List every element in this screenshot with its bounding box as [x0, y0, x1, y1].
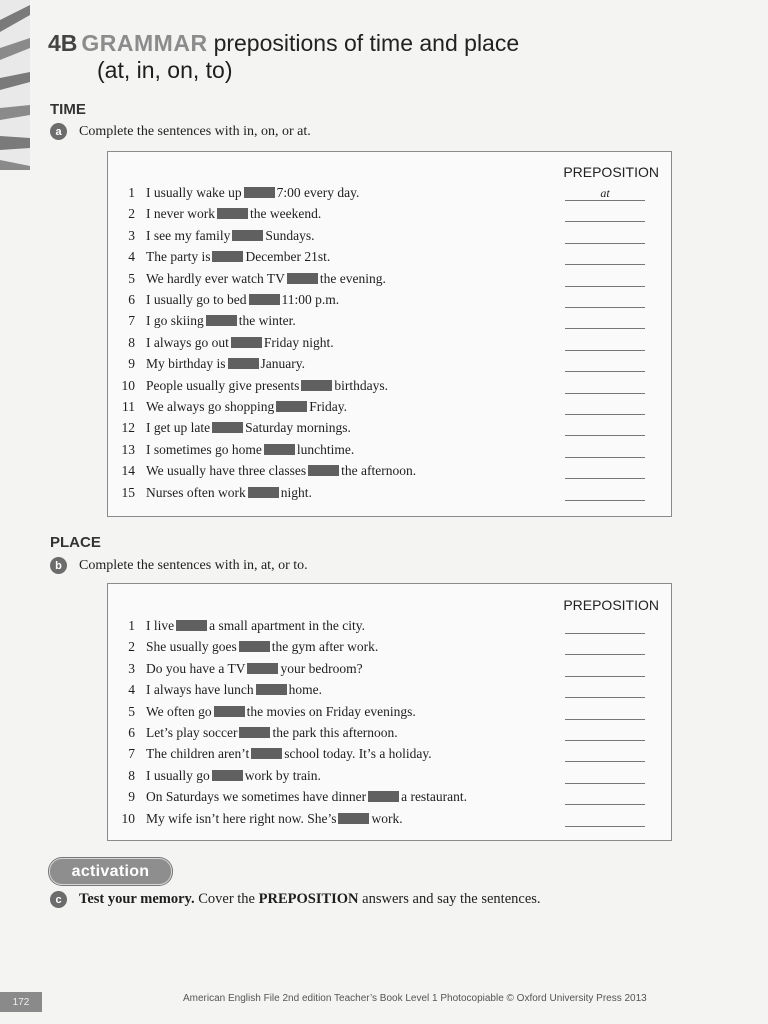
sentence-end: December 21st. — [245, 249, 331, 265]
footer-credit: American English File 2nd edition Teacher’s Book Level 1 Photocopiable © Oxford University Press 2013 — [183, 993, 647, 1004]
item-number: 3 — [128, 227, 135, 243]
sentence — [146, 310, 296, 332]
item-number: 14 — [121, 463, 135, 479]
sentence-end: lunchtime. — [296, 441, 355, 457]
blank-box — [176, 620, 207, 631]
sentence-end: night. — [280, 484, 312, 500]
item-number: 1 — [128, 185, 135, 200]
exercise-badge-b: b — [50, 557, 67, 574]
instruction-text: Complete the sentences with in, at, or to. — [79, 557, 308, 573]
page-title — [48, 30, 519, 84]
sentence-start: I sometimes go home — [146, 441, 262, 457]
blank-box — [232, 230, 263, 241]
sentence-start: I always have lunch — [146, 682, 254, 698]
activation-keyword: PREPOSITION — [258, 891, 359, 907]
lesson-category: GRAMMAR — [81, 30, 208, 56]
sentence-end: Saturday mornings. — [245, 420, 351, 436]
lesson-topic: prepositions of time and place — [213, 30, 520, 56]
sentence — [146, 225, 315, 247]
time-exercise-box — [107, 151, 672, 517]
item-number: 1 — [128, 618, 135, 633]
item-number: 6 — [128, 292, 135, 307]
sentence-end: 7:00 every day. — [276, 185, 360, 200]
blank-box — [247, 663, 278, 674]
sentence-end: the movies on Friday evenings. — [246, 703, 416, 719]
sentence — [146, 460, 416, 482]
sentence-end: the gym after work. — [271, 639, 379, 655]
item-number: 4 — [128, 249, 135, 265]
answer-line[interactable] — [565, 658, 645, 677]
blank-box — [212, 251, 243, 262]
sentence-start: Do you have a TV — [146, 660, 246, 676]
answer-line[interactable] — [565, 786, 645, 805]
sentence — [146, 375, 388, 397]
exercise-row — [108, 765, 671, 787]
sentence-start: Let’s play soccer — [146, 725, 238, 740]
answer-line[interactable] — [565, 808, 645, 827]
sentence-end: home. — [288, 682, 322, 698]
sentence-start: I go skiing — [146, 313, 204, 329]
sentence-start: I always go out — [146, 334, 229, 350]
answer-line[interactable] — [565, 722, 645, 741]
exercise-row — [108, 786, 671, 808]
sentence-end: January. — [260, 356, 305, 372]
sentence-end: your bedroom? — [280, 660, 363, 676]
sentence-start: I see my family — [146, 227, 231, 243]
activation-text: Cover the — [198, 891, 255, 907]
sentence-start: I usually wake up — [146, 185, 242, 200]
sentence-end: a small apartment in the city. — [209, 618, 365, 633]
sentence — [146, 268, 386, 290]
answer-line[interactable] — [565, 353, 645, 372]
blank-box — [301, 380, 332, 391]
sentence — [146, 203, 321, 225]
sentence-start: People usually give presents — [146, 377, 300, 393]
place-exercise-box — [107, 583, 672, 841]
exercise-row — [108, 332, 671, 354]
instruction-place — [50, 557, 308, 574]
exercise-row — [108, 808, 671, 830]
activation-label: activation — [49, 858, 172, 885]
exercise-row — [108, 460, 671, 482]
sentence-start: I get up late — [146, 420, 211, 436]
item-number: 2 — [128, 206, 135, 222]
item-number: 10 — [121, 810, 135, 826]
sentence-end: Friday. — [309, 399, 348, 414]
item-number: 3 — [128, 660, 135, 676]
sentence-start: My wife isn’t here right now. She’s — [146, 810, 337, 826]
exercise-row — [108, 722, 671, 744]
exercise-row — [108, 268, 671, 290]
sentence-end: birthdays. — [334, 377, 388, 393]
lesson-subtitle: (at, in, on, to) — [97, 57, 233, 83]
sentence-end: 11:00 p.m. — [281, 292, 340, 307]
sentence-start: My birthday is — [146, 356, 226, 372]
answer-line[interactable] — [565, 225, 645, 244]
item-number: 5 — [128, 703, 135, 719]
item-number: 8 — [128, 334, 135, 350]
item-number: 8 — [128, 767, 135, 783]
exercise-row — [108, 743, 671, 765]
answer-line[interactable] — [565, 701, 645, 720]
item-number: 13 — [121, 441, 135, 457]
exercise-row — [108, 375, 671, 397]
section-heading-place: PLACE — [50, 534, 101, 551]
sentence — [146, 808, 403, 830]
item-number: 5 — [128, 270, 135, 286]
blank-box — [214, 706, 245, 717]
answer-line[interactable] — [565, 203, 645, 222]
answer-line[interactable] — [565, 375, 645, 394]
blank-box — [338, 813, 369, 824]
answer-line[interactable] — [565, 615, 645, 634]
sentence-start: The children aren’t — [146, 746, 250, 762]
sentence-end: the afternoon. — [341, 463, 417, 479]
sentence-end: a restaurant. — [401, 789, 468, 805]
sentence-start: I never work — [146, 206, 215, 222]
sentence — [146, 332, 334, 354]
item-number: 9 — [128, 789, 135, 805]
blank-box — [276, 401, 307, 412]
answer-line[interactable] — [565, 636, 645, 655]
answer-line[interactable] — [565, 679, 645, 698]
item-number: 9 — [128, 356, 135, 372]
sentence — [146, 289, 339, 311]
exercise-badge-a: a — [50, 123, 67, 140]
instruction-activation — [50, 891, 541, 908]
sentence — [146, 679, 322, 701]
blank-box — [249, 294, 280, 305]
exercise-row — [108, 246, 671, 268]
item-number: 6 — [128, 725, 135, 740]
answer-line[interactable] — [565, 460, 645, 479]
instruction-time — [50, 123, 311, 140]
sentence-start: We usually have three classes — [146, 463, 307, 479]
sentence-end: Sundays. — [265, 227, 315, 243]
sentence-end: school today. It’s a holiday. — [284, 746, 432, 762]
item-number: 2 — [128, 639, 135, 655]
exercise-row — [108, 658, 671, 680]
sentence-end: Friday night. — [263, 334, 334, 350]
answer-line[interactable] — [565, 289, 645, 308]
item-number: 7 — [128, 313, 135, 329]
sentence-start: On Saturdays we sometimes have dinner — [146, 789, 367, 805]
blank-box — [212, 770, 243, 781]
blank-box — [308, 465, 339, 476]
exercise-row — [108, 679, 671, 701]
item-number: 10 — [121, 377, 135, 393]
sentence-start: The party is — [146, 249, 211, 265]
sentence-start: She usually goes — [146, 639, 237, 655]
sentence — [146, 615, 365, 637]
answer-line[interactable] — [565, 743, 645, 762]
sentence — [146, 743, 432, 765]
corner-stripes-decoration — [0, 0, 30, 170]
answer-line[interactable] — [565, 396, 645, 415]
sentence — [146, 636, 378, 658]
blank-box — [264, 444, 295, 455]
sentence-start: I usually go — [146, 767, 210, 783]
answer-line[interactable] — [565, 417, 645, 436]
answer-line[interactable] — [565, 268, 645, 287]
answer-line[interactable] — [565, 439, 645, 458]
preposition-column-header: PREPOSITION — [563, 164, 659, 180]
blank-box — [217, 208, 248, 219]
sentence — [146, 722, 398, 744]
blank-box — [368, 791, 399, 802]
sentence — [146, 701, 416, 723]
sentence-start: We always go shopping — [146, 399, 275, 414]
answer-line[interactable] — [565, 310, 645, 329]
exercise-row — [108, 289, 671, 311]
sentence — [146, 765, 321, 787]
exercise-row — [108, 701, 671, 723]
sentence-end: the winter. — [238, 313, 296, 329]
blank-box — [248, 487, 279, 498]
section-heading-time: TIME — [50, 101, 86, 118]
item-number: 15 — [121, 484, 135, 500]
sentence — [146, 439, 354, 461]
sentence-start: Nurses often work — [146, 484, 246, 500]
exercise-row — [108, 636, 671, 658]
blank-box — [256, 684, 287, 695]
activation-text-end: answers and say the sentences. — [362, 891, 541, 907]
exercise-row — [108, 353, 671, 375]
sentence — [146, 246, 330, 268]
exercise-row — [108, 310, 671, 332]
item-number: 4 — [128, 682, 135, 698]
exercise-row — [108, 417, 671, 439]
answer-line[interactable] — [565, 765, 645, 784]
blank-box — [244, 187, 275, 198]
blank-box — [206, 315, 237, 326]
sentence — [146, 182, 359, 204]
item-number: 12 — [121, 420, 135, 436]
exercise-badge-c: c — [50, 891, 67, 908]
sentence — [146, 396, 347, 418]
exercise-row — [108, 225, 671, 247]
blank-box — [287, 273, 318, 284]
exercise-row — [108, 182, 671, 204]
blank-box — [239, 727, 270, 738]
blank-box — [228, 358, 259, 369]
blank-box — [251, 748, 282, 759]
sentence-end: the park this afternoon. — [272, 725, 398, 740]
item-number: 11 — [122, 399, 135, 414]
page-number: 172 — [0, 992, 42, 1012]
sentence — [146, 417, 351, 439]
sentence-end: work by train. — [244, 767, 321, 783]
sentence — [146, 353, 305, 375]
exercise-row — [108, 439, 671, 461]
sentence-start: I live — [146, 618, 175, 633]
exercise-row — [108, 396, 671, 418]
sentence-end: the evening. — [319, 270, 386, 286]
preposition-column-header: PREPOSITION — [563, 597, 659, 613]
sentence-start: We hardly ever watch TV — [146, 270, 285, 286]
sentence-start: We often go — [146, 703, 212, 719]
item-number: 7 — [128, 746, 135, 762]
exercise-row — [108, 203, 671, 225]
instruction-text: Complete the sentences with in, on, or at. — [79, 123, 311, 139]
blank-box — [212, 422, 243, 433]
sentence-start: I usually go to bed — [146, 292, 247, 307]
sentence — [146, 786, 467, 808]
lesson-code: 4B — [48, 30, 78, 56]
exercise-row — [108, 482, 671, 504]
sentence — [146, 658, 363, 680]
answer-line[interactable] — [565, 482, 645, 501]
sentence — [146, 482, 312, 504]
blank-box — [231, 337, 262, 348]
exercise-row — [108, 615, 671, 637]
answer-line[interactable] — [565, 332, 645, 351]
activation-bold-text: Test your memory. — [79, 891, 195, 907]
answer-line[interactable] — [565, 246, 645, 265]
sentence-end: the weekend. — [249, 206, 322, 222]
sentence-end: work. — [371, 810, 403, 826]
blank-box — [239, 641, 270, 652]
answer-line[interactable]: at — [565, 182, 645, 201]
